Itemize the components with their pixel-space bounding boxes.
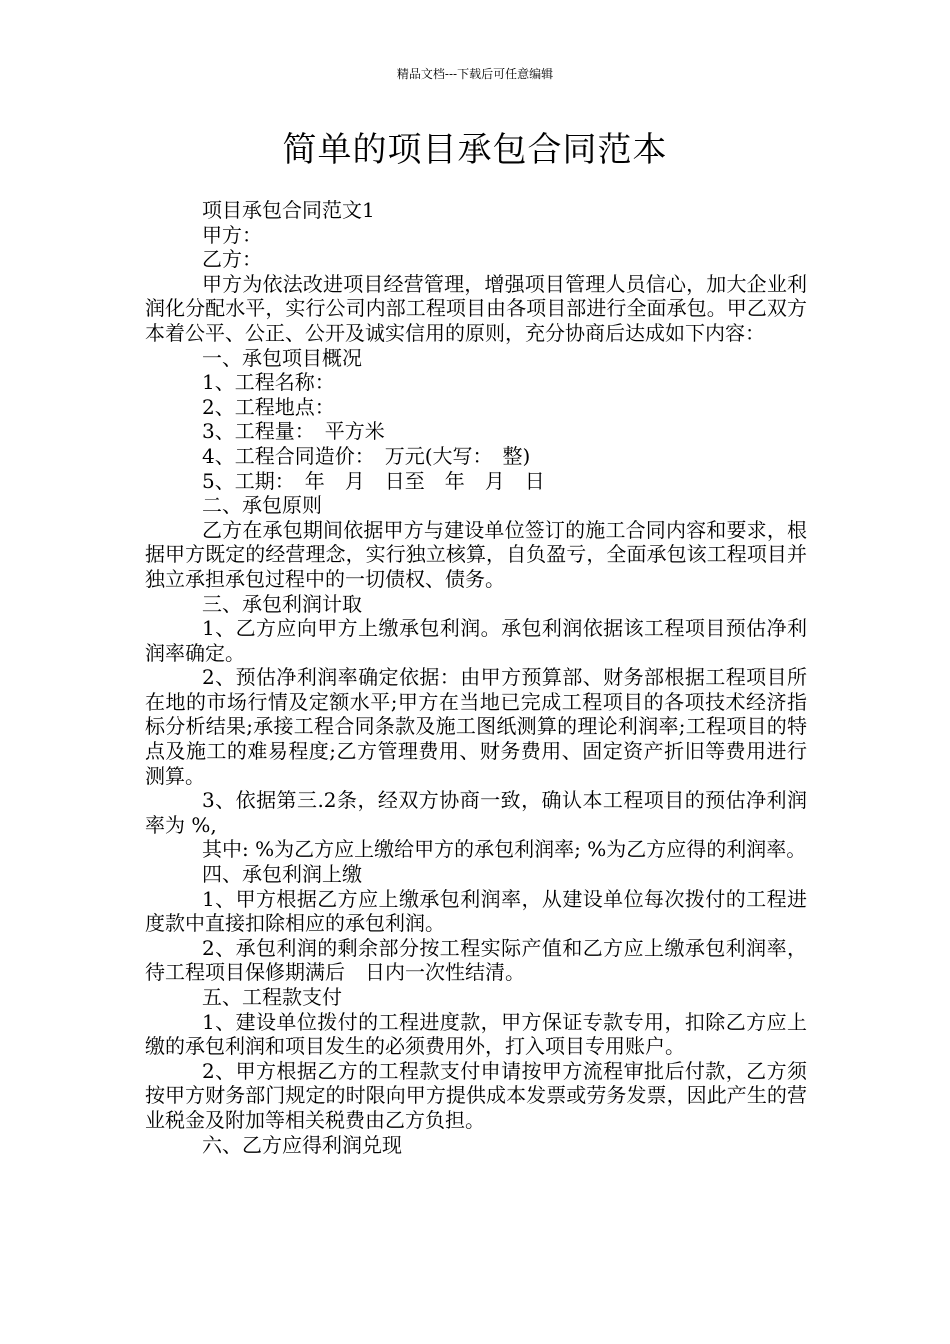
paragraph: 2、工程地点： [202,394,335,419]
paragraph: 1、建设单位拨付的工程进度款，甲方保证专款专用，扣除乙方应上缴的承包利润和项目发生的必须费用外，打入项目专用账户。 [145,1009,807,1059]
header-watermark: 精品文档---下载后可任意编辑 [396,67,554,81]
paragraph: 乙方： [202,247,262,272]
section-heading: 二、承包原则 [202,493,322,518]
paragraph: 2、预估净利润率确定依据：由甲方预算部、财务部根据工程项目所在地的市场行情及定额水平;甲方在当地已完成工程项目的各项技术经济指标分析结果;承接工程合同条款及施工图纸测算的理论利润率;工程项目的特点及施工的难易程度;乙方管理费用、财务费用、固定资产折旧等费用进行测算。 [145,665,807,788]
paragraph: 2、甲方根据乙方的工程款支付申请按甲方流程审批后付款，乙方须按甲方财务部门规定的时限向甲方提供成本发票或劳务发票，因此产生的营业税金及附加等相关税费由乙方负担。 [145,1058,807,1132]
paragraph: 其中: %为乙方应上缴给甲方的承包利润率; %为乙方应得的利润率。 [202,837,807,862]
paragraph: 项目承包合同范文1 [202,198,375,222]
paragraph: 3、工程量： 平方米 [202,419,385,444]
paragraph: 5、工期： 年 月 日至 年 月 日 [202,468,545,493]
paragraph: 甲方为依法改进项目经营管理，增强项目管理人员信心，加大企业利润化分配水平，实行公司内部工程项目由各项目部进行全面承包。甲乙双方本着公平、公正、公开及诚实信用的原则，充分协商后达成如下内容： [145,271,807,345]
paragraph: 4、工程合同造价： 万元(大写： 整) [202,443,531,468]
section-heading: 五、工程款支付 [202,985,342,1009]
paragraph: 3、依据第三.2条，经双方协商一致，确认本工程项目的预估净利润率为 %, [145,788,807,837]
section-heading: 六、乙方应得利润兑现 [202,1132,402,1157]
paragraph: 2、承包利润的剩余部分按工程实际产值和乙方应上缴承包利润率，待工程项目保修期满后 日内一次性结清。 [145,935,807,985]
paragraph: 1、乙方应向甲方上缴承包利润。承包利润依据该工程项目预估净利润率确定。 [145,616,807,665]
document-body [145,198,807,1157]
section-heading: 四、承包利润上缴 [202,862,362,887]
paragraph: 乙方在承包期间依据甲方与建设单位签订的施工合同内容和要求，根据甲方既定的经营理念，实行独立核算，自负盈亏，全面承包该工程项目并独立承担承包过程中的一切债权、债务。 [145,517,807,591]
section-heading: 三、承包利润计取 [202,591,362,616]
paragraph: 1、工程名称： [202,370,335,395]
paragraph: 1、甲方根据乙方应上缴承包利润率，从建设单位每次拨付的工程进度款中直接扣除相应的承包利润。 [145,886,807,936]
section-heading: 一、承包项目概况 [202,345,362,370]
paragraph: 甲方： [202,222,262,247]
document-title: 简单的项目承包合同范本 [282,130,668,170]
